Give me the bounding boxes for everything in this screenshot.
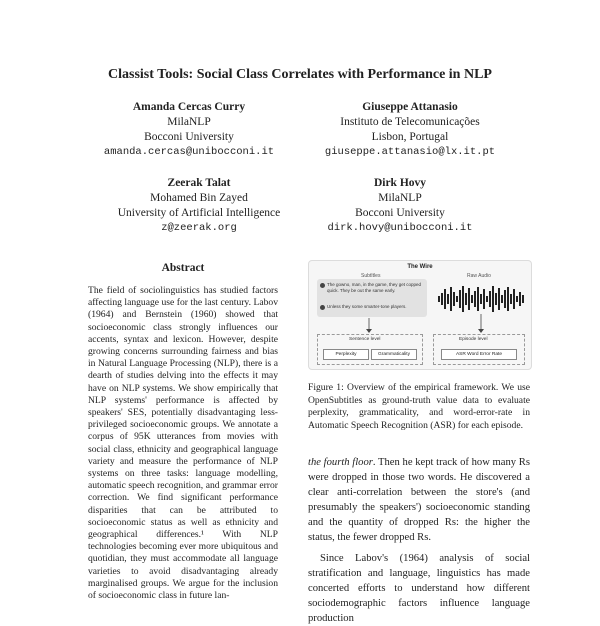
author-block — [290, 176, 510, 236]
author-name: Amanda Cercas Curry — [132, 101, 246, 113]
subtitle-line: The gowno, man, in the game, they get copped quick. They be out the same early. — [327, 282, 422, 293]
author-affiliation: Mohamed Bin Zayed — [150, 192, 248, 204]
author-name: Giuseppe Attanasio — [362, 101, 458, 113]
author-name: Zeerak Talat — [167, 177, 231, 189]
audio-label: Raw Audio — [467, 273, 491, 279]
metric-asr-wer: ASR Word Error Rate — [441, 349, 517, 360]
episode-level-label: Episode level — [459, 337, 488, 342]
subtitles-label: SubtItles — [361, 273, 381, 279]
framework-figure — [308, 260, 532, 370]
sentence-level-label: Sentence level — [349, 337, 381, 342]
author-email[interactable]: amanda.cercas@unibocconi.it — [103, 146, 275, 158]
author-block — [300, 100, 520, 160]
figure-caption: Figure 1: Overview of the empirical framework. We use OpenSubtitles as ground-truth value data to evaluate perplexity, grammaticality, and word-error-rate in Automatic Speech Recognition (ASR) for each episode. — [308, 382, 530, 431]
author-affiliation: Lisbon, Portugal — [371, 131, 449, 143]
emphasis-text: the fourth floor — [308, 457, 373, 468]
author-email[interactable]: giuseppe.attanasio@lx.it.pt — [324, 146, 496, 158]
body-paragraph: Since Labov's (1964) analysis of social stratification and language, linguistics has made concerted efforts to understand how different sociodemographic factors influence language production — [308, 553, 530, 624]
author-affiliation: Bocconi University — [144, 131, 234, 143]
author-affiliation: Bocconi University — [355, 207, 445, 219]
body-text — [308, 455, 530, 626]
author-email[interactable]: dirk.hovy@unibocconi.it — [327, 222, 473, 234]
author-affiliation: Instituto de Telecomunicações — [340, 116, 480, 128]
author-name: Dirk Hovy — [373, 177, 427, 189]
author-affiliation: University of Artificial Intelligence — [117, 207, 281, 219]
author-affiliation: MilaNLP — [167, 116, 211, 128]
figure-title: The Wire — [407, 264, 433, 270]
author-block — [79, 100, 299, 160]
paper-title: Classist Tools: Social Class Correlates with Performance in NLP — [108, 67, 492, 82]
body-paragraph — [308, 455, 530, 545]
metric-grammaticality: Grammaticality — [371, 349, 417, 360]
paragraph-text: . Then he kept track of how many Rs were dropped in those two words. He discovered a clear anti-correlation between the store's (and presumably the speakers') socioeconomic standing and the quantity of dropped Rs: the higher the status, the fewer dropped Rs. — [308, 457, 530, 543]
abstract-heading: Abstract — [161, 262, 205, 274]
author-block — [89, 176, 309, 236]
author-email[interactable]: z@zeerak.org — [161, 222, 237, 234]
metric-perplexity: Perplexity — [323, 349, 369, 360]
author-affiliation: MilaNLP — [378, 192, 422, 204]
subtitle-line: Unless they some smarter-tone players. — [327, 304, 407, 309]
abstract-text: The field of sociolinguistics has studied factors affecting language use for the last century. Labov (1964) and Bernstein (1960) showed that socioeconomic class strongly influences our accents, syntax and lexicon. However, despite growing concerns surrounding fairness and bias in Natural Language Processing (NLP), there is a dearth of studies delving into the effects it may have on NLP systems. We show empirically that NLP systems' performance is affected by speakers' SES, potentially disadvantaging less-privileged socioeconomic groups. We annotate a corpus of 95K utterances from movies with social class, ethnicity and geographical language variety and measure the performance of NLP systems on three tasks: language modelling, automatic speech recognition, and grammar error correction. We find significant performance disparities that can be attributed to socioeconomic status as well as ethnicity and geographical differences.¹ With NLP technologies becoming ever more ubiquitous and quotidian, they must accommodate all language varieties to avoid disadvantaging already marginalised groups. We argue for the inclusion of socioeconomic class in future lan- — [88, 285, 278, 602]
